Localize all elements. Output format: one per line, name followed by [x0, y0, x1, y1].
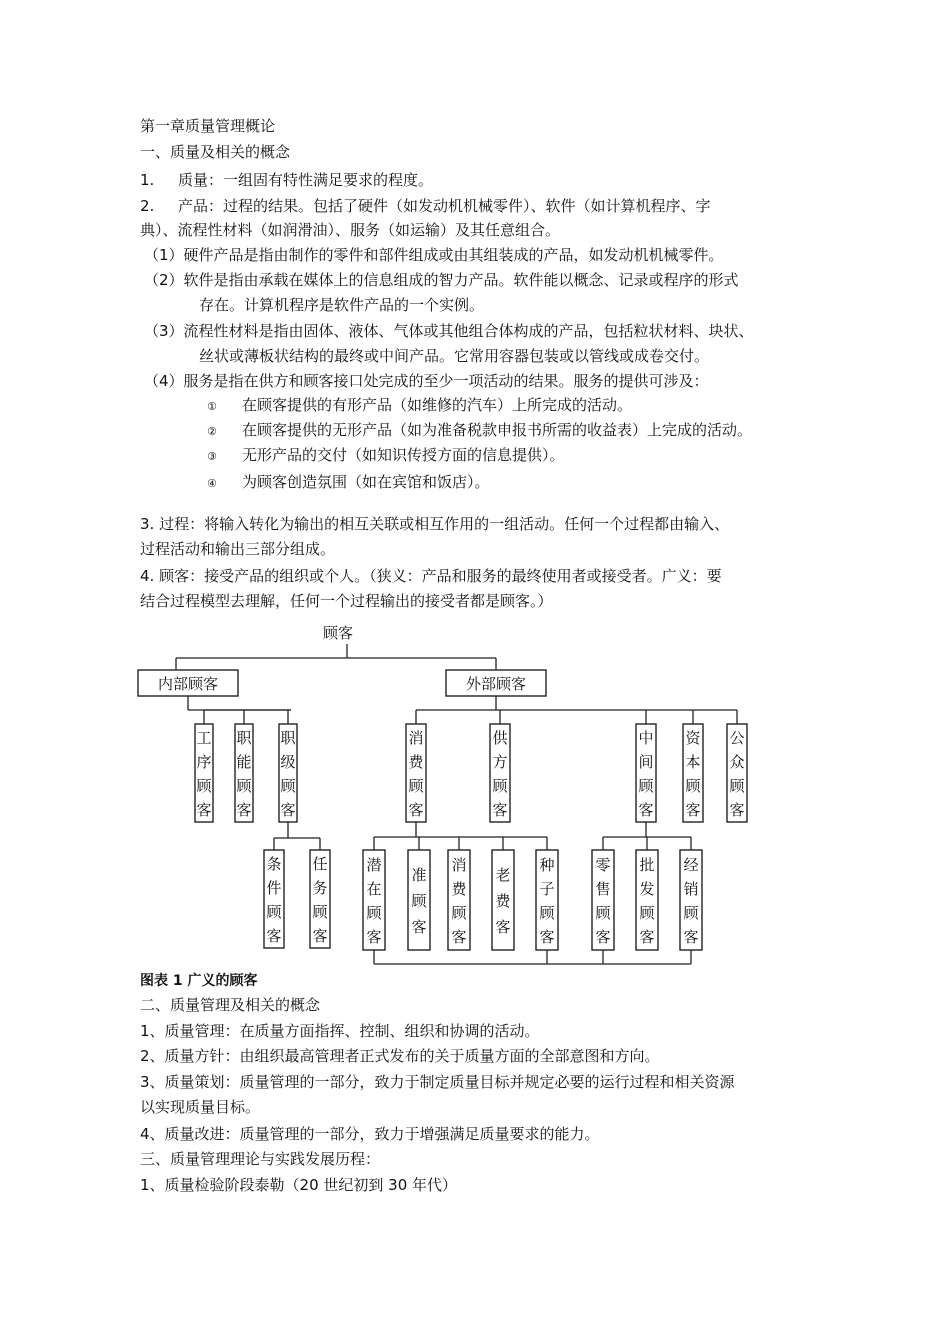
- consumer-child-box-char: 客: [451, 928, 467, 946]
- external-child-box-char: 消: [408, 729, 424, 747]
- external-child-box-char: 供: [492, 729, 508, 747]
- section-2-item: 3、质量策划：质量管理的一部分，致力于制定质量目标并规定必要的运行过程和相关资源: [140, 1073, 735, 1091]
- consumer-child-box-char: 费: [495, 892, 511, 910]
- section-2-item: 2、质量方针：由组织最高管理者正式发布的关于质量方面的全部意图和方向。: [140, 1047, 660, 1065]
- external-child-box-char: 众: [729, 753, 745, 771]
- external-child-box-char: 客: [685, 801, 701, 819]
- job-level-child-box-char: 任: [312, 855, 328, 873]
- intermediate-child-box-char: 顾: [595, 904, 611, 922]
- service-item: 在顾客提供的有形产品（如维修的汽车）上所完成的活动。: [242, 396, 633, 414]
- external-child-box-char: 顾: [729, 777, 745, 795]
- external-child-box-char: 顾: [638, 777, 654, 795]
- external-child-box-char: 顾: [492, 777, 508, 795]
- internal-child-box-char: 客: [196, 801, 212, 819]
- internal-child-box-char: 顾: [196, 777, 212, 795]
- consumer-child-box-char: 种: [539, 856, 555, 874]
- item-2-line-1: [140, 196, 711, 216]
- external-child-box-char: 客: [492, 801, 508, 819]
- intermediate-child-box-char: 售: [595, 880, 611, 898]
- consumer-child-box-char: 费: [451, 880, 467, 898]
- external-child-box-char: 费: [408, 753, 424, 771]
- external-child-box-char: 客: [729, 801, 745, 819]
- consumer-child-box-char: 顾: [451, 904, 467, 922]
- item-4-line-2: 结合过程模型去理解，任何一个过程输出的接受者都是顾客。）: [140, 592, 553, 610]
- consumer-child-box-char: 顾: [539, 904, 555, 922]
- internal-child-box-char: 顾: [280, 777, 296, 795]
- internal-customer-label: 内部顾客: [157, 675, 219, 693]
- intermediate-child-box-char: 客: [639, 928, 655, 946]
- item-1: [140, 170, 433, 190]
- internal-child-box-char: 序: [196, 753, 212, 771]
- section-2-item: 4、质量改进：质量管理的一部分，致力于增强满足质量要求的能力。: [140, 1125, 600, 1143]
- job-level-child-box-char: 件: [266, 879, 282, 897]
- service-marker: ②: [207, 425, 217, 438]
- internal-child-box-char: 客: [280, 801, 296, 819]
- intermediate-child-box-char: 客: [595, 928, 611, 946]
- external-child-box-char: 客: [408, 801, 424, 819]
- item-1-text: 质量：一组固有特性满足要求的程度。: [178, 171, 434, 189]
- item-2-number: 2.: [140, 197, 155, 215]
- consumer-child-box-char: 准: [411, 866, 427, 884]
- consumer-child-box-char: 客: [495, 918, 511, 936]
- item-2-text: 产品：过程的结果。包括了硬件（如发动机机械零件）、软件（如计算机程序、字: [178, 197, 711, 215]
- external-child-box-char: 方: [492, 753, 508, 771]
- service-marker: ④: [207, 477, 217, 490]
- section-3-item-1: 1、质量检验阶段泰勒（20 世纪初到 30 年代）: [140, 1176, 458, 1194]
- intermediate-child-box-char: 顾: [639, 904, 655, 922]
- sub-item-1: （1）硬件产品是指由制作的零件和部件组成或由其组装成的产品，如发动机机械零件。: [144, 246, 724, 264]
- consumer-child-box-char: 潜: [366, 856, 382, 874]
- sub-item-4: （4）服务是指在供方和顾客接口处完成的至少一项活动的结果。服务的提供可涉及：: [144, 372, 709, 390]
- sub-item-3-line-1: （3）流程性材料是指由固体、液体、气体或其他组合体构成的产品，包括粒状材料、块状、: [144, 322, 754, 340]
- consumer-child-box-char: 消: [451, 856, 467, 874]
- intermediate-child-box-char: 客: [683, 928, 699, 946]
- external-child-box-char: 中: [638, 729, 654, 747]
- external-child-box-char: 资: [685, 729, 701, 747]
- chapter-title: 第一章质量管理概论: [140, 117, 276, 135]
- consumer-child-box-char: 客: [366, 928, 382, 946]
- job-level-child-box-char: 条: [266, 855, 282, 873]
- figure-caption: 图表 1 广义的顾客: [140, 973, 258, 989]
- section-2-item-continued: 以实现质量目标。: [140, 1098, 261, 1116]
- job-level-child-box-char: 客: [266, 927, 282, 945]
- customer-hierarchy-diagram: [136, 618, 756, 970]
- service-marker: ③: [207, 450, 217, 463]
- sub-item-2-line-1: （2）软件是指由承载在媒体上的信息组成的智力产品。软件能以概念、记录或程序的形式: [144, 271, 739, 289]
- internal-child-box-char: 级: [280, 753, 296, 771]
- job-level-child-box-char: 务: [312, 879, 328, 897]
- intermediate-child-box-char: 批: [639, 856, 655, 874]
- root-customer-label: 顾客: [322, 624, 354, 642]
- service-item: 无形产品的交付（如知识传授方面的信息提供）。: [242, 446, 565, 464]
- internal-child-box-char: 职: [236, 729, 252, 747]
- external-child-box-char: 顾: [408, 777, 424, 795]
- external-child-box-char: 客: [638, 801, 654, 819]
- service-item: 为顾客创造氛围（如在宾馆和饭店）。: [242, 473, 490, 491]
- section-3-title: 三、质量管理理论与实践发展历程：: [140, 1150, 381, 1168]
- consumer-child-box-char: 子: [539, 880, 555, 898]
- external-child-box-char: 公: [729, 729, 745, 747]
- consumer-child-box-char: 老: [495, 866, 511, 884]
- section-2-title: 二、质量管理及相关的概念: [140, 996, 321, 1014]
- internal-child-box-char: 顾: [236, 777, 252, 795]
- internal-child-box-char: 职: [280, 729, 296, 747]
- item-3-line-1: 3. 过程：将输入转化为输出的相互关联或相互作用的一组活动。任何一个过程都由输入、: [140, 515, 730, 533]
- sub-item-2-line-2: 存在。计算机程序是软件产品的一个实例。: [199, 296, 485, 314]
- item-1-number: 1.: [140, 171, 155, 189]
- intermediate-child-box-char: 经: [683, 856, 699, 874]
- sub-item-3-line-2: 丝状或薄板状结构的最终或中间产品。它常用容器包装或以管线或成卷交付。: [199, 347, 710, 365]
- intermediate-child-box-char: 销: [683, 880, 699, 898]
- consumer-child-box-char: 客: [411, 918, 427, 936]
- intermediate-child-box-char: 零: [595, 856, 611, 874]
- job-level-child-box-char: 客: [312, 927, 328, 945]
- section-1-title: 一、质量及相关的概念: [140, 143, 291, 161]
- intermediate-child-box-char: 顾: [683, 904, 699, 922]
- service-marker: ①: [207, 400, 217, 413]
- external-child-box-char: 本: [685, 753, 701, 771]
- intermediate-child-box-char: 发: [639, 880, 655, 898]
- item-4-line-1: 4. 顾客：接受产品的组织或个人。（狭义：产品和服务的最终使用者或接受者。广义：要: [140, 567, 722, 585]
- consumer-child-box-char: 顾: [366, 904, 382, 922]
- consumer-child-box-char: 顾: [411, 892, 427, 910]
- internal-child-box-char: 能: [236, 753, 252, 771]
- consumer-child-box-char: 客: [539, 928, 555, 946]
- job-level-child-box-char: 顾: [266, 903, 282, 921]
- section-2-item: 1、质量管理：在质量方面指挥、控制、组织和协调的活动。: [140, 1022, 540, 1040]
- external-customer-label: 外部顾客: [465, 675, 527, 693]
- consumer-child-box-char: 在: [366, 880, 382, 898]
- external-child-box-char: 间: [638, 753, 654, 771]
- job-level-child-box-char: 顾: [312, 903, 328, 921]
- internal-child-box-char: 客: [236, 801, 252, 819]
- external-child-box-char: 顾: [685, 777, 701, 795]
- service-item: 在顾客提供的无形产品（如为准备税款申报书所需的收益表）上完成的活动。: [242, 421, 753, 439]
- item-3-line-2: 过程活动和输出三部分组成。: [140, 540, 336, 558]
- item-2-line-2: 典）、流程性材料（如润滑油）、服务（如运输）及其任意组合。: [140, 221, 561, 239]
- internal-child-box-char: 工: [196, 729, 212, 747]
